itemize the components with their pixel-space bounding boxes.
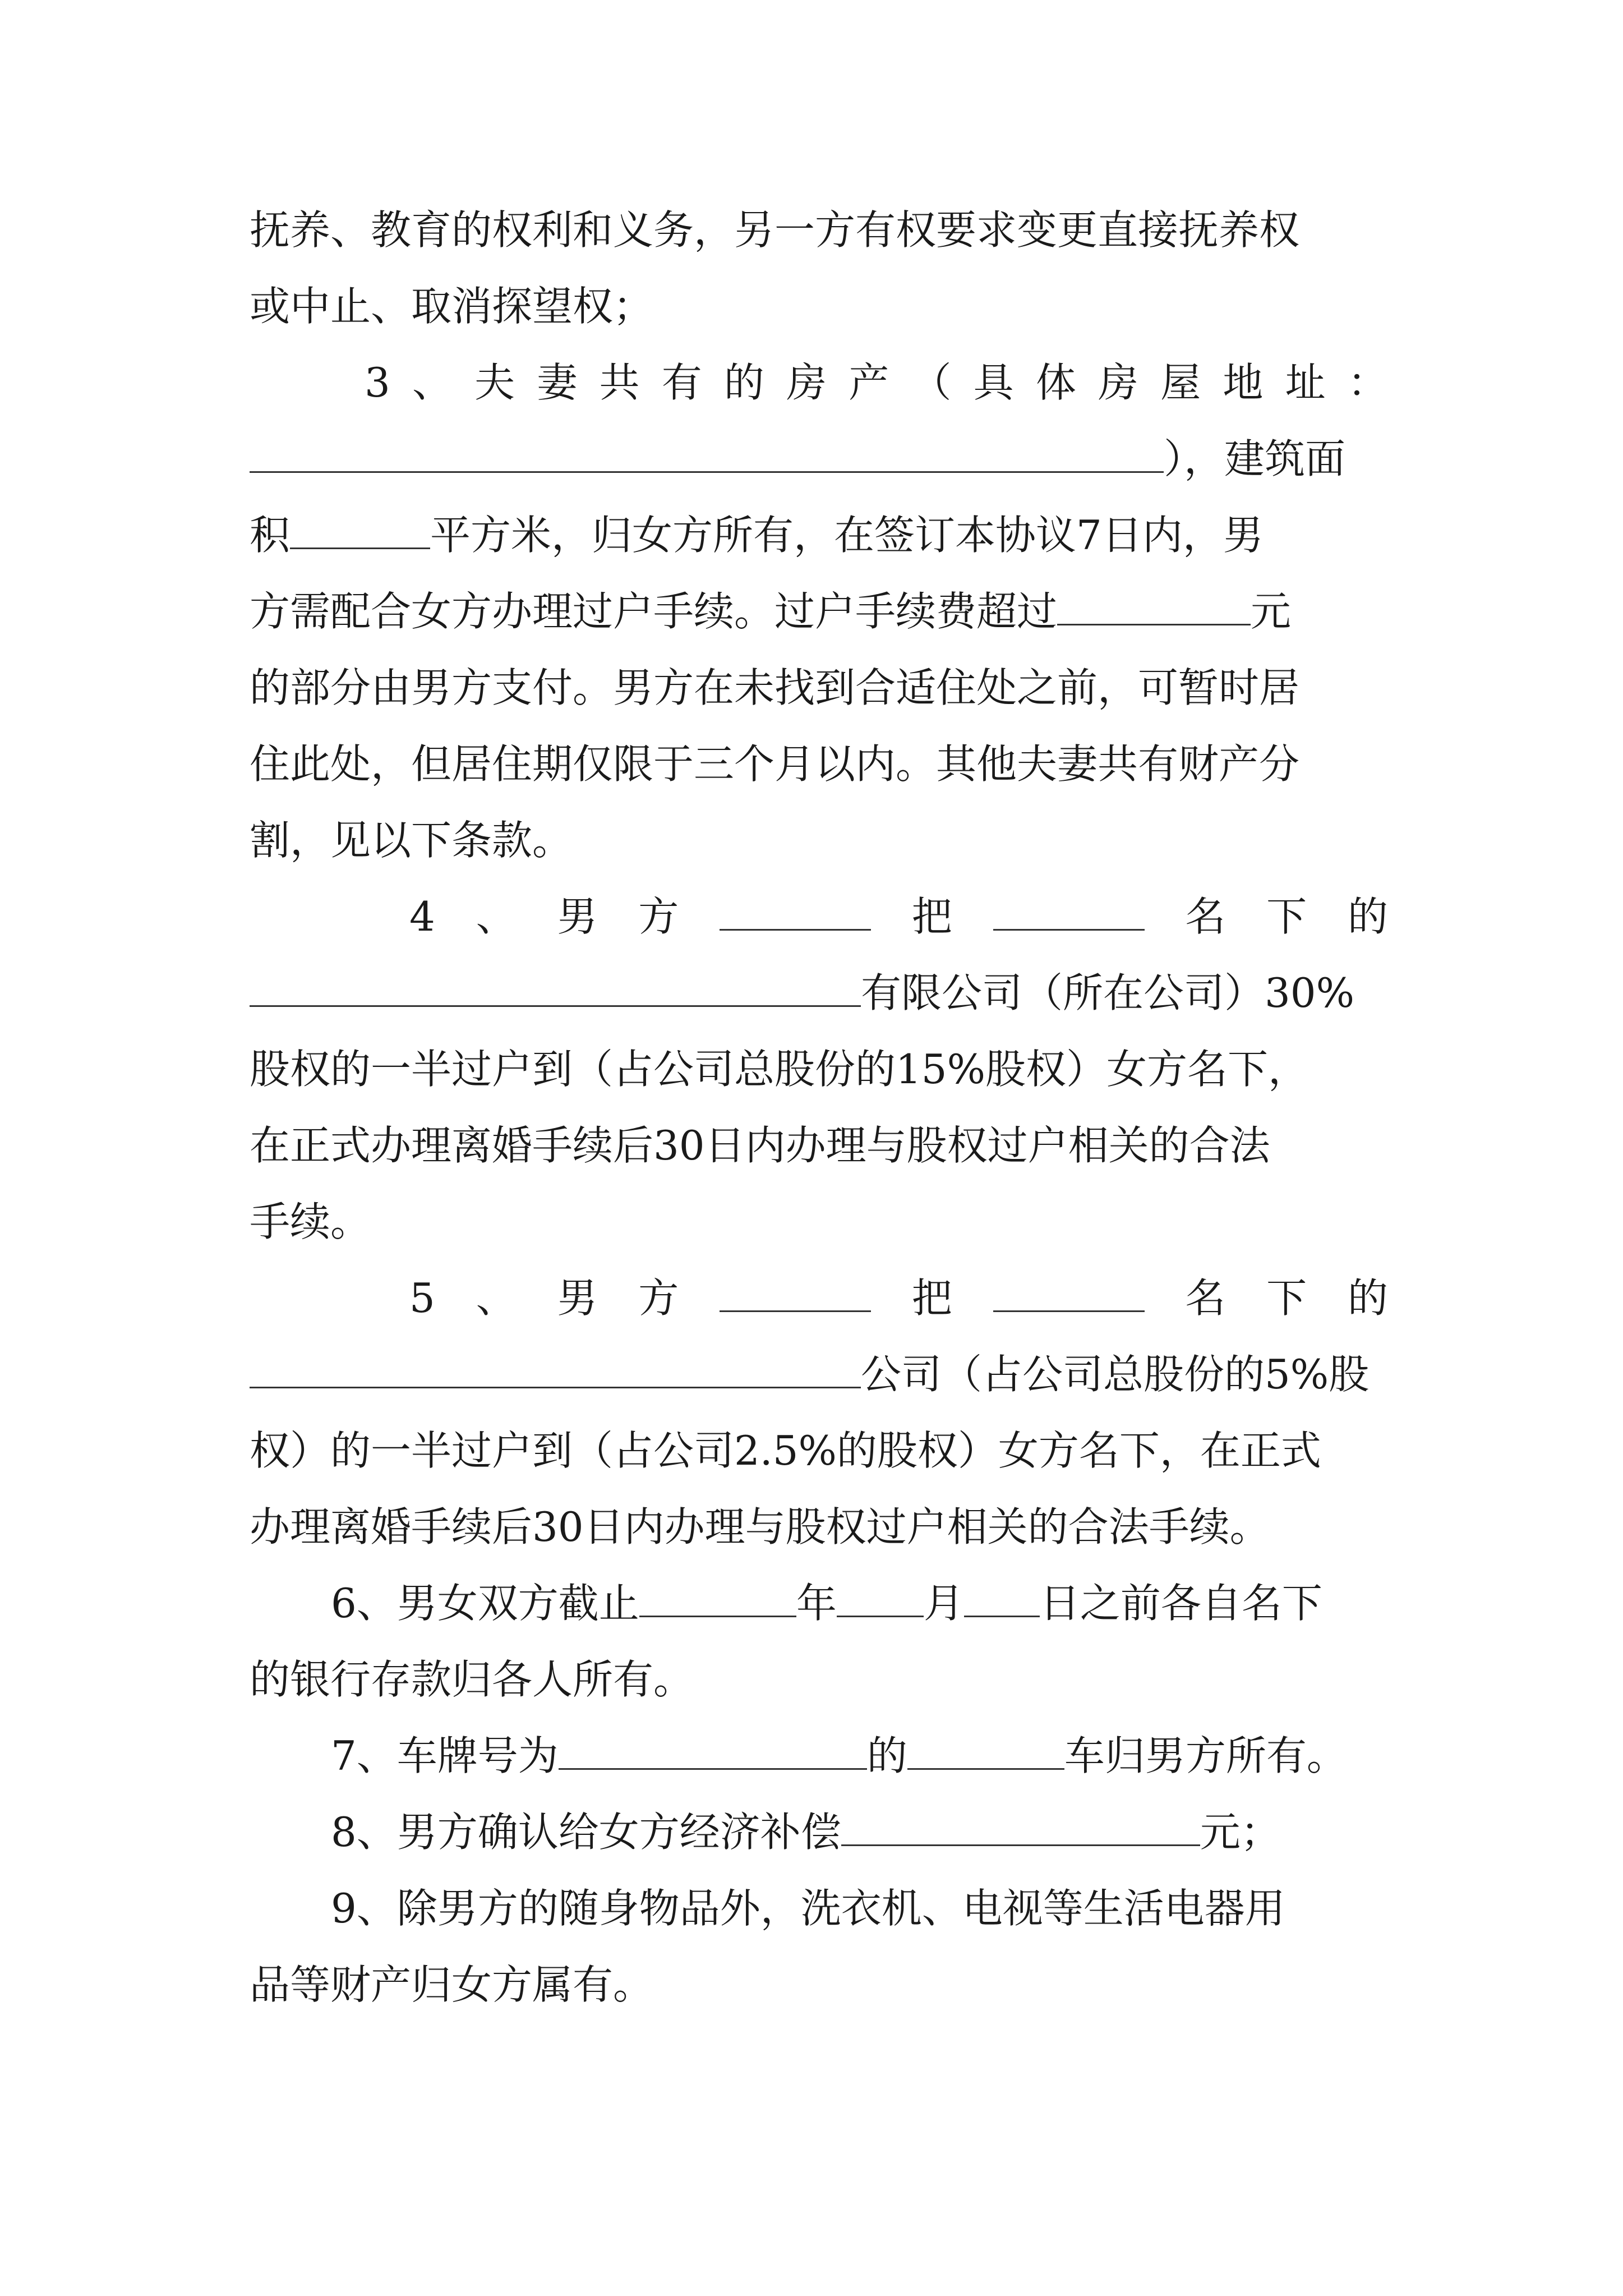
text-fragment: 8、男方确认给女方经济补偿: [331, 1809, 841, 1856]
char: 下: [1266, 893, 1307, 940]
char: 房: [786, 359, 827, 406]
text-line-p4c: 股权的一半过户到（占公司总股份的15%股权）女方名下，: [250, 1046, 1309, 1093]
char: 男: [557, 1274, 598, 1322]
clause-7-line: [331, 1728, 1388, 1784]
char: 、: [412, 359, 453, 406]
name-blank[interactable]: [720, 1272, 871, 1312]
char: 方: [638, 1274, 679, 1322]
char: 男: [557, 893, 598, 940]
address-blank[interactable]: [250, 433, 1164, 473]
text-line-p4e: 手续。: [250, 1198, 371, 1245]
area-blank[interactable]: [290, 509, 430, 549]
text-line-p5d: 办理离婚手续后30日内办理与股权过户相关的合法手续。: [250, 1503, 1270, 1550]
clause-4-company-line: [250, 965, 1388, 1021]
month-blank[interactable]: [837, 1577, 924, 1617]
char: 、: [476, 893, 517, 940]
clause-4-heading-line: [409, 889, 1388, 945]
char: 5: [409, 1274, 435, 1322]
clause-3-area-line: [250, 507, 1388, 563]
text-fragment: 积: [250, 512, 291, 559]
name-blank[interactable]: [993, 891, 1145, 931]
text-line-p3f: 住此处，但居住期仅限于三个月以内。其他夫妻共有财产分: [250, 740, 1300, 788]
text-fragment: 方需配合女方办理过户手续。过户手续费超过: [250, 588, 1058, 635]
char: 房: [1098, 359, 1139, 406]
name-blank[interactable]: [993, 1272, 1145, 1312]
text-line-p3e: 的部分由男方支付。男方在未找到合适住处之前，可暂时居: [250, 664, 1300, 711]
clause-5-company-line: [250, 1346, 1388, 1402]
text-fragment: 6、男女双方截止: [331, 1580, 639, 1627]
char: 的: [1347, 893, 1388, 940]
char: （: [911, 359, 952, 406]
text-fragment: 元；: [1200, 1809, 1281, 1856]
name-blank[interactable]: [720, 891, 871, 931]
char: 把: [911, 1274, 952, 1322]
text-fragment: 年: [796, 1580, 837, 1627]
char: 把: [911, 893, 952, 940]
clause-3-address-line: [250, 431, 1388, 487]
compensation-blank[interactable]: [841, 1806, 1200, 1846]
char: 夫: [474, 359, 515, 406]
char: 下: [1266, 1274, 1307, 1322]
text-line-p4d: 在正式办理离婚手续后30日内办理与股权过户相关的合法: [250, 1122, 1270, 1169]
char: 有: [661, 359, 702, 406]
text-line-p2a: 抚养、教育的权利和义务，另一方有权要求变更直接抚养权: [250, 206, 1300, 254]
year-blank[interactable]: [639, 1577, 796, 1617]
char: 的: [1347, 1274, 1388, 1322]
text-fragment: 月: [923, 1580, 964, 1627]
text-line-p9b: 品等财产归女方属有。: [250, 1961, 654, 2008]
char: ：: [1347, 359, 1388, 406]
char: 名: [1185, 1274, 1226, 1322]
text-line-p2b: 或中止、取消探望权；: [250, 283, 654, 330]
char: 妻: [537, 359, 578, 406]
char: 方: [638, 893, 679, 940]
text-fragment: 的: [866, 1732, 907, 1779]
text-fragment: ），建筑面: [1164, 435, 1346, 482]
char: 产: [849, 359, 889, 406]
char: 、: [476, 1274, 517, 1322]
char: 址: [1285, 359, 1326, 406]
text-line-p6b: 的银行存款归各人所有。: [250, 1656, 694, 1703]
day-blank[interactable]: [964, 1577, 1040, 1617]
char: 体: [1035, 359, 1076, 406]
text-line-p5c: 权）的一半过户到（占公司2.5%的股权）女方名下，在正式: [250, 1427, 1321, 1474]
clause-3-fee-line: [250, 583, 1388, 639]
char: 3: [365, 359, 390, 406]
char: 具: [973, 359, 1014, 406]
char: 屋: [1160, 359, 1201, 406]
company-blank[interactable]: [250, 1349, 861, 1388]
text-line-p3g: 割，见以下条款。: [250, 817, 573, 864]
text-fragment: 有限公司（所在公司）30%: [861, 969, 1355, 1016]
text-fragment: 元: [1251, 588, 1292, 635]
char: 名: [1185, 893, 1226, 940]
char: 共: [599, 359, 640, 406]
clause-6-date-line: [331, 1575, 1388, 1631]
char: 4: [409, 893, 435, 940]
text-fragment: 公司（占公司总股份的5%股: [861, 1351, 1370, 1398]
clause-8-line: [331, 1804, 1388, 1860]
text-fragment: 7、车牌号为: [331, 1732, 559, 1779]
text-fragment: 车归男方所有。: [1064, 1732, 1347, 1779]
text-line-p9a: 9、除男方的随身物品外，洗衣机、电视等生活电器用: [331, 1885, 1285, 1932]
char: 地: [1223, 359, 1264, 406]
text-fragment: 平方米，归女方所有，在签订本协议7日内，男: [430, 512, 1264, 559]
plate-number-blank[interactable]: [559, 1730, 867, 1770]
char: 的: [723, 359, 764, 406]
clause-3-heading-line: [365, 355, 1388, 411]
text-fragment: 日之前各自名下: [1039, 1580, 1322, 1627]
clause-5-heading-line: [409, 1270, 1388, 1326]
fee-blank[interactable]: [1057, 586, 1251, 625]
company-blank[interactable]: [250, 967, 861, 1007]
car-model-blank[interactable]: [907, 1730, 1064, 1770]
